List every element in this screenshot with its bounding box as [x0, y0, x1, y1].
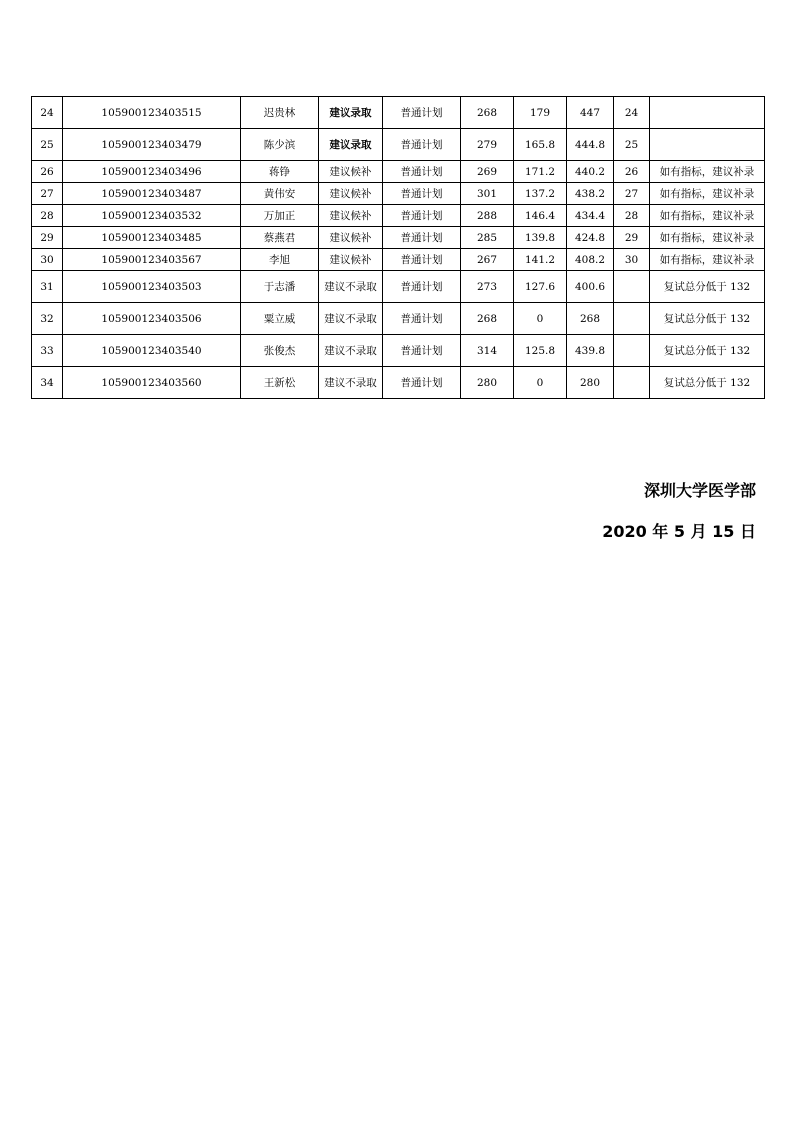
- rank-cell: [614, 303, 650, 335]
- prelim-score-cell: 314: [461, 335, 514, 367]
- note-cell: [650, 129, 765, 161]
- retest-score-cell: 137.2: [514, 183, 567, 205]
- name-cell: 蒋铮: [241, 161, 319, 183]
- rank-cell: [614, 367, 650, 399]
- name-cell: 陈少滨: [241, 129, 319, 161]
- prelim-score-cell: 301: [461, 183, 514, 205]
- table-row: [32, 249, 765, 271]
- rank-cell: 25: [614, 129, 650, 161]
- organization-signature: 深圳大学医学部: [643, 481, 756, 500]
- table-row: [32, 183, 765, 205]
- retest-score-cell: 139.8: [514, 227, 567, 249]
- table-row: [32, 303, 765, 335]
- decision-cell: 建议不录取: [319, 335, 383, 367]
- decision-cell: 建议候补: [319, 227, 383, 249]
- decision-cell: 建议不录取: [319, 271, 383, 303]
- exam-id-cell: 105900123403560: [63, 367, 241, 399]
- note-cell: 如有指标，建议补录: [650, 161, 765, 183]
- rank-cell: 24: [614, 97, 650, 129]
- exam-id-cell: 105900123403506: [63, 303, 241, 335]
- rank-cell: 26: [614, 161, 650, 183]
- prelim-score-cell: 285: [461, 227, 514, 249]
- total-score-cell: 439.8: [567, 335, 614, 367]
- total-score-cell: 434.4: [567, 205, 614, 227]
- rank-cell: [614, 335, 650, 367]
- note-cell: 复试总分低于 132: [650, 271, 765, 303]
- decision-cell: 建议不录取: [319, 303, 383, 335]
- seq-cell: 31: [32, 271, 63, 303]
- admission-results-table: [31, 96, 765, 399]
- table-row: [32, 129, 765, 161]
- seq-cell: 34: [32, 367, 63, 399]
- total-score-cell: 447: [567, 97, 614, 129]
- table-row: [32, 205, 765, 227]
- name-cell: 万加正: [241, 205, 319, 227]
- plan-cell: 普通计划: [383, 303, 461, 335]
- table-row: [32, 335, 765, 367]
- decision-cell: 建议录取: [319, 129, 383, 161]
- table-body: [32, 97, 765, 399]
- plan-cell: 普通计划: [383, 97, 461, 129]
- exam-id-cell: 105900123403515: [63, 97, 241, 129]
- seq-cell: 29: [32, 227, 63, 249]
- table-row: [32, 97, 765, 129]
- total-score-cell: 424.8: [567, 227, 614, 249]
- rank-cell: [614, 271, 650, 303]
- note-cell: 复试总分低于 132: [650, 335, 765, 367]
- seq-cell: 32: [32, 303, 63, 335]
- plan-cell: 普通计划: [383, 367, 461, 399]
- prelim-score-cell: 279: [461, 129, 514, 161]
- seq-cell: 30: [32, 249, 63, 271]
- total-score-cell: 408.2: [567, 249, 614, 271]
- prelim-score-cell: 273: [461, 271, 514, 303]
- note-cell: 复试总分低于 132: [650, 367, 765, 399]
- prelim-score-cell: 268: [461, 97, 514, 129]
- exam-id-cell: 105900123403487: [63, 183, 241, 205]
- note-cell: 复试总分低于 132: [650, 303, 765, 335]
- plan-cell: 普通计划: [383, 129, 461, 161]
- total-score-cell: 268: [567, 303, 614, 335]
- decision-cell: 建议候补: [319, 183, 383, 205]
- decision-cell: 建议不录取: [319, 367, 383, 399]
- table-row: [32, 161, 765, 183]
- name-cell: 粟立威: [241, 303, 319, 335]
- total-score-cell: 444.8: [567, 129, 614, 161]
- plan-cell: 普通计划: [383, 271, 461, 303]
- retest-score-cell: 141.2: [514, 249, 567, 271]
- prelim-score-cell: 268: [461, 303, 514, 335]
- name-cell: 迟贵林: [241, 97, 319, 129]
- prelim-score-cell: 269: [461, 161, 514, 183]
- plan-cell: 普通计划: [383, 335, 461, 367]
- decision-cell: 建议候补: [319, 161, 383, 183]
- retest-score-cell: 0: [514, 303, 567, 335]
- retest-score-cell: 171.2: [514, 161, 567, 183]
- exam-id-cell: 105900123403567: [63, 249, 241, 271]
- retest-score-cell: 165.8: [514, 129, 567, 161]
- retest-score-cell: 127.6: [514, 271, 567, 303]
- note-cell: 如有指标，建议补录: [650, 249, 765, 271]
- total-score-cell: 440.2: [567, 161, 614, 183]
- name-cell: 蔡燕君: [241, 227, 319, 249]
- note-cell: 如有指标，建议补录: [650, 227, 765, 249]
- plan-cell: 普通计划: [383, 249, 461, 271]
- plan-cell: 普通计划: [383, 205, 461, 227]
- seq-cell: 24: [32, 97, 63, 129]
- decision-cell: 建议候补: [319, 249, 383, 271]
- rank-cell: 30: [614, 249, 650, 271]
- decision-cell: 建议候补: [319, 205, 383, 227]
- retest-score-cell: 146.4: [514, 205, 567, 227]
- table-row: [32, 367, 765, 399]
- note-cell: 如有指标，建议补录: [650, 183, 765, 205]
- exam-id-cell: 105900123403532: [63, 205, 241, 227]
- note-cell: 如有指标，建议补录: [650, 205, 765, 227]
- plan-cell: 普通计划: [383, 227, 461, 249]
- total-score-cell: 400.6: [567, 271, 614, 303]
- prelim-score-cell: 267: [461, 249, 514, 271]
- prelim-score-cell: 280: [461, 367, 514, 399]
- prelim-score-cell: 288: [461, 205, 514, 227]
- decision-cell: 建议录取: [319, 97, 383, 129]
- seq-cell: 33: [32, 335, 63, 367]
- name-cell: 张俊杰: [241, 335, 319, 367]
- name-cell: 王新松: [241, 367, 319, 399]
- name-cell: 李旭: [241, 249, 319, 271]
- exam-id-cell: 105900123403496: [63, 161, 241, 183]
- retest-score-cell: 0: [514, 367, 567, 399]
- document-date: 2020 年 5 月 15 日: [602, 522, 756, 541]
- exam-id-cell: 105900123403503: [63, 271, 241, 303]
- seq-cell: 26: [32, 161, 63, 183]
- seq-cell: 28: [32, 205, 63, 227]
- exam-id-cell: 105900123403540: [63, 335, 241, 367]
- rank-cell: 27: [614, 183, 650, 205]
- note-cell: [650, 97, 765, 129]
- retest-score-cell: 125.8: [514, 335, 567, 367]
- plan-cell: 普通计划: [383, 183, 461, 205]
- table-row: [32, 227, 765, 249]
- seq-cell: 25: [32, 129, 63, 161]
- total-score-cell: 438.2: [567, 183, 614, 205]
- plan-cell: 普通计划: [383, 161, 461, 183]
- name-cell: 于志潘: [241, 271, 319, 303]
- exam-id-cell: 105900123403485: [63, 227, 241, 249]
- name-cell: 黄伟安: [241, 183, 319, 205]
- rank-cell: 28: [614, 205, 650, 227]
- total-score-cell: 280: [567, 367, 614, 399]
- rank-cell: 29: [614, 227, 650, 249]
- exam-id-cell: 105900123403479: [63, 129, 241, 161]
- retest-score-cell: 179: [514, 97, 567, 129]
- table-row: [32, 271, 765, 303]
- seq-cell: 27: [32, 183, 63, 205]
